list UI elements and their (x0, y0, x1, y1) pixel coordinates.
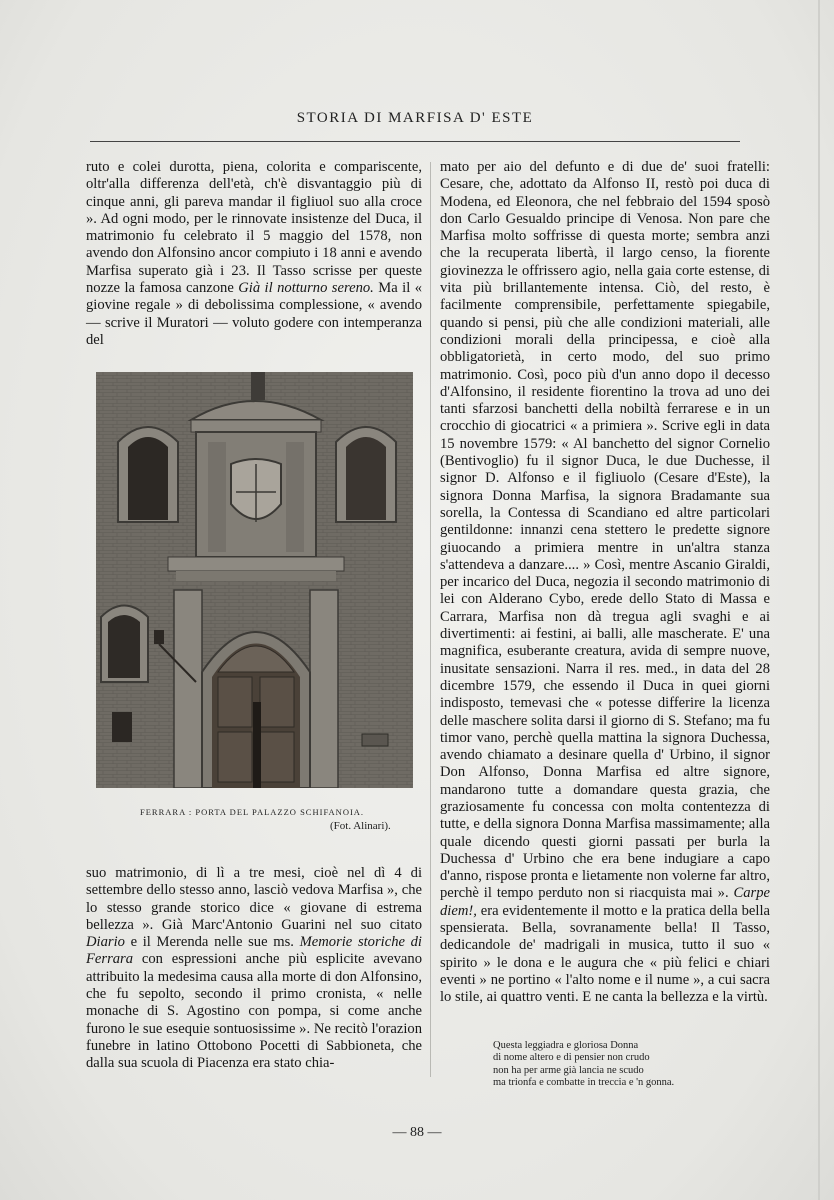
text-run: e il Merenda nelle sue ms. (124, 934, 300, 951)
poem-line: non ha per arme già lancia ne scudo (493, 1064, 644, 1076)
palazzo-schifanoia-photo (96, 372, 413, 788)
poem-line: Questa leggiadra e gloriosa Donna (493, 1040, 639, 1051)
portal-illustration (96, 372, 413, 788)
text-run: suo matrimonio, di lì a tre mesi, cioè nel dì 4 di settembre dello stesso anno, lasciò vedova Marfisa », che lo stesso grande storico dice « giovane di estrema bellezza ». Già Marc'Antonio Guarini nel suo citato (86, 865, 422, 933)
left-column-bottom (86, 865, 422, 1073)
text-run: ruto e colei durotta, piena, colorita e compariscente, oltr'alla differenza dell'età, ch'è disvantaggio più di cinque anni, gli pareva mandar il figliuol suo alla croce ». Ad ogni modo, per le rinnovate insistenze del Duca, il matrimonio fu celebrato il 5 maggio del 1578, non avendo don Alfonsino ancor compiuto i 18 anni e avendo Marfisa superato già i 23. Il Tasso scrisse per queste nozze la famosa canzone (86, 159, 422, 297)
paragraph (86, 865, 422, 1073)
paragraph (440, 159, 770, 1007)
left-column-top (86, 159, 422, 349)
header-rule (90, 141, 740, 142)
page-number: — 88 — (392, 1125, 442, 1140)
poem-quote (493, 1040, 753, 1090)
italic-title: Già il notturno sereno. (238, 280, 374, 297)
text-run: era evidentemente il motto e la pratica della bella spensierata. Bella, sovranamente bella! Il Tasso, dedicandole de' madrigali in musica, tutto il suo « spirito » le dona e le augura che « più felici e chiari eventi » ne portino « l'alto nome e il nume », a cui sacra lo stile, ai quattro venti. E ne canta la bellezza e la virtù. (440, 902, 770, 1006)
italic-title: Diario (86, 934, 125, 951)
text-run: mato per aio del defunto e di due de' suoi fratelli: Cesare, che, adottato da Alfonso II, restò poi duca di Modena, ed Eleonora, che nel febbraio del 1594 sposò don Carlo Gesualdo principe di Venosa. Non pare che Marfisa molto soffrisse di questa morte; sembra anzi che la recuperata libertà, il largo censo, la fiorente giovinezza le offrissero agio, nella gaia corte estense, di vita più brillantemente intensa. Ciò, del resto, è facilmente comprensibile, perfettamente spiegabile, quando si pensi, più che alle condizioni materiali, alle condizioni morali della principessa, e cioè alla obbligatorietà, in certo modo, del suo primo matrimonio. Così, poco più d'un anno dopo il decesso d'Alfonsino, il residente fiorentino la trova ad uno dei tanti sfarzosi banchetti della nobiltà ferrarese e in un crocchio di giocatrici « a primiera ». Scrive egli in data 15 novembre 1579: « Al banchetto del signor Cornelio (Bentivoglio) fu il signor Duca, le due Duchesse, il signor D. Alfonso e il figliuolo (Cesare d'Este), la signora Donna Marfisa, la signora Bradamante sua sorella, la Contessa di Scandiano ed altre particolari gentildonne: innanzi cena stettero le predette signore giuocando a primiera mentre in un'altra stanza s'attendeva a danzare.... » Così, mentre Ascanio Giraldi, per incarico del Duca, negozia il secondo matrimonio di lei con Alderano Cybo, erede dello Stato di Massa e Carrara, Marfisa non dà tregua agli svaghi e ai divertimenti: ai festini, ai balli, alle mascherate. E' una magnifica, esuberante creatura, avida di sempre nuove, inusitate sensazioni. Narra il res. med., in data del 28 dicembre 1579, che essendo il Duca in quei giorni indisposto, temevasi che « potesse differire la licenza delle maschere solita darsi il giorno di S. Stefano; ma fu timor vano, perchè quella mattina la signora Duchessa, avendo chiamato a desinare quella d' Urbino, il signor Don Alfonso, Donna Marfisa ed altre signore, mandarono tutte a domandare questa grazia, che graziosamente fu concessa con molta contentezza di tutte, e della signora Donna Marfisa massimamente; alla quale dicendo questi giorni passati per burla la Duchessa d' Urbino che era bene indugiare a capo d'anno, rispose pronta e lietamente non volerne far altro, perchè il tempo perduto non si riacquista mai ». (440, 159, 770, 902)
text-run: Ma il « giovine regale » di debolissima complessione, « avendo — scrive il Muratori — voluto godere con intemperanza del (86, 280, 422, 348)
italic-title: Memorie storiche di Ferrara (86, 934, 422, 968)
poem-line: ma trionfa e combatte in treccia e 'n gonna. (493, 1077, 675, 1089)
photo-credit: (Fot. Alinari). (330, 820, 391, 832)
photo-caption: FERRARA : PORTA DEL PALAZZO SCHIFANOIA. (140, 807, 365, 817)
italic-phrase: Carpe diem!, (440, 885, 770, 919)
column-gutter (430, 162, 431, 1077)
text-run: con espressioni anche più esplicite avevano attribuito la medesima causa alla morte di don Alfonsino, che fu sepolto, secondo il primo cronista, « nelle monache di S. Agostino con pompa, si come anche furono le sue esequie sontuosissime ». Ne recitò l'orazion funebre in latino Ottobono Pocetti di Sabbioneta, che dalla sua scuola di Piacenza era stato chia- (86, 951, 422, 1072)
right-column (440, 159, 770, 1007)
page-edge (818, 0, 820, 1200)
running-header: STORIA DI MARFISA D' ESTE (296, 110, 534, 126)
paragraph (86, 159, 422, 349)
poem-line: di nome altero e di pensier non crudo (493, 1052, 650, 1064)
